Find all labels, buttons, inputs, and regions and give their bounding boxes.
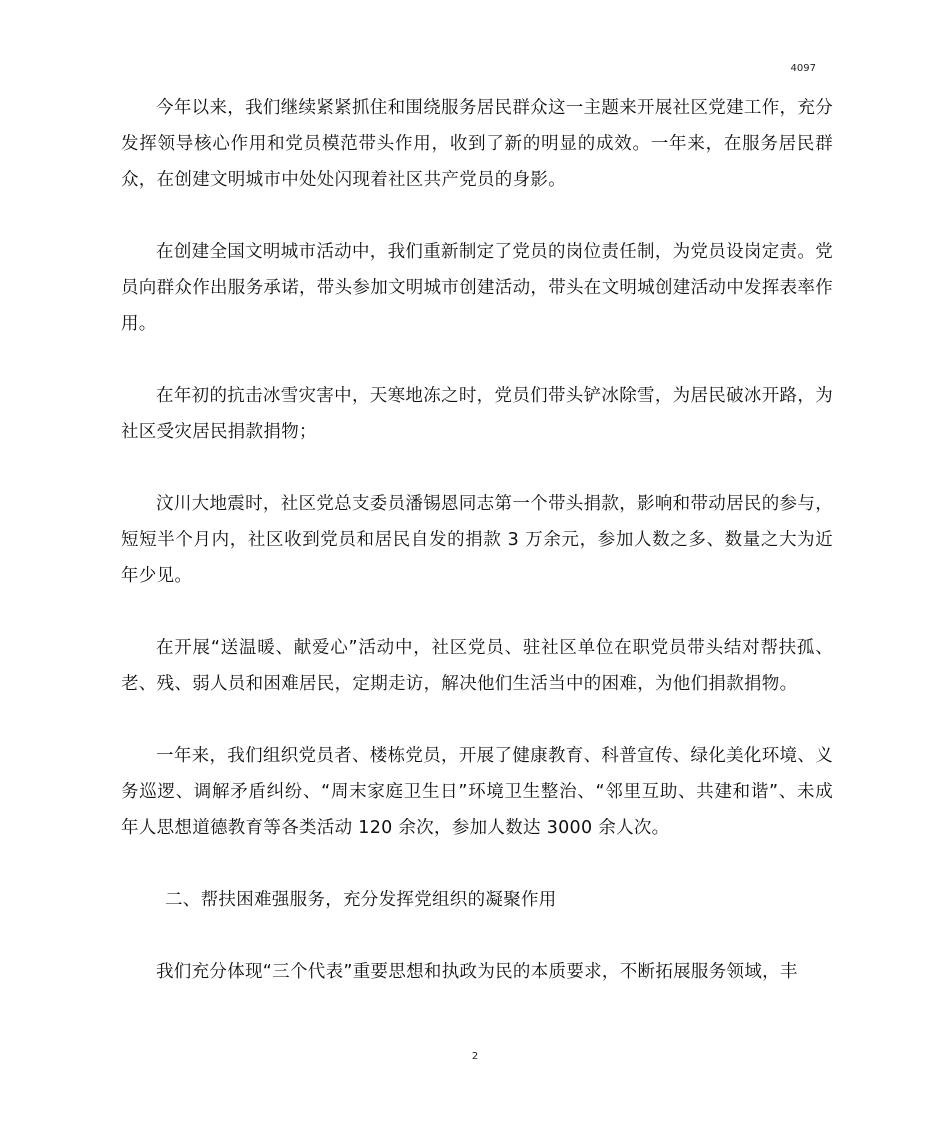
paragraph: 今年以来，我们继续紧紧抓住和围绕服务居民群众这一主题来开展社区党建工作，充分发挥领导核心作用和党员模范带头作用，收到了新的明显的成效。一年来，在服务居民群众，在创建文明城市中处处闪现着社区共产党员的身影。: [121, 98, 833, 190]
paragraph-spacer: [121, 342, 833, 378]
paragraph: 我们充分体现“三个代表”重要思想和执政为民的本质要求，不断拓展服务领域，丰: [156, 962, 798, 982]
paragraph: 一年来，我们组织党员者、楼栋党员，开展了健康教育、科普宣传、绿化美化环境、义务巡逻、调解矛盾纠纷、“周末家庭卫生日”环境卫生整治、“邻里互助、共建和谐”、未成年人思想道德教育等各类活动 120 余次，参加人数达 3000 余人次。: [121, 746, 833, 838]
paragraph-spacer: [121, 450, 833, 486]
paragraph: 在年初的抗击冰雪灾害中，天寒地冻之时，党员们带头铲冰除雪，为居民破冰开路，为社区受灾居民捐款捐物；: [121, 386, 833, 442]
page-number: 2: [471, 1051, 479, 1062]
paragraph-spacer: [121, 198, 833, 234]
paragraph-spacer: [121, 702, 833, 738]
paragraph-spacer: [121, 918, 833, 954]
section-heading: 二、帮扶困难强服务，充分发挥党组织的凝聚作用: [165, 890, 557, 910]
paragraph: 在开展“送温暖、献爱心”活动中，社区党员、驻社区单位在职党员带头结对帮扶孤、老、残、弱人员和困难居民，定期走访，解决他们生活当中的困难，为他们捐款捐物。: [121, 638, 833, 694]
paragraph-spacer: [121, 846, 833, 882]
paragraph: 在创建全国文明城市活动中，我们重新制定了党员的岗位责任制，为党员设岗定责。党员向群众作出服务承诺，带头参加文明城市创建活动，带头在文明城创建活动中发挥表率作用。: [121, 242, 833, 334]
document-body: [121, 90, 833, 990]
paragraph: 汶川大地震时，社区党总支委员潘锡恩同志第一个带头捐款，影响和带动居民的参与，短短半个月内，社区收到党员和居民自发的捐款 3 万余元，参加人数之多、数量之大为近年少见。: [121, 494, 833, 586]
paragraph-spacer: [121, 594, 833, 630]
document-id: 4097: [790, 63, 816, 74]
